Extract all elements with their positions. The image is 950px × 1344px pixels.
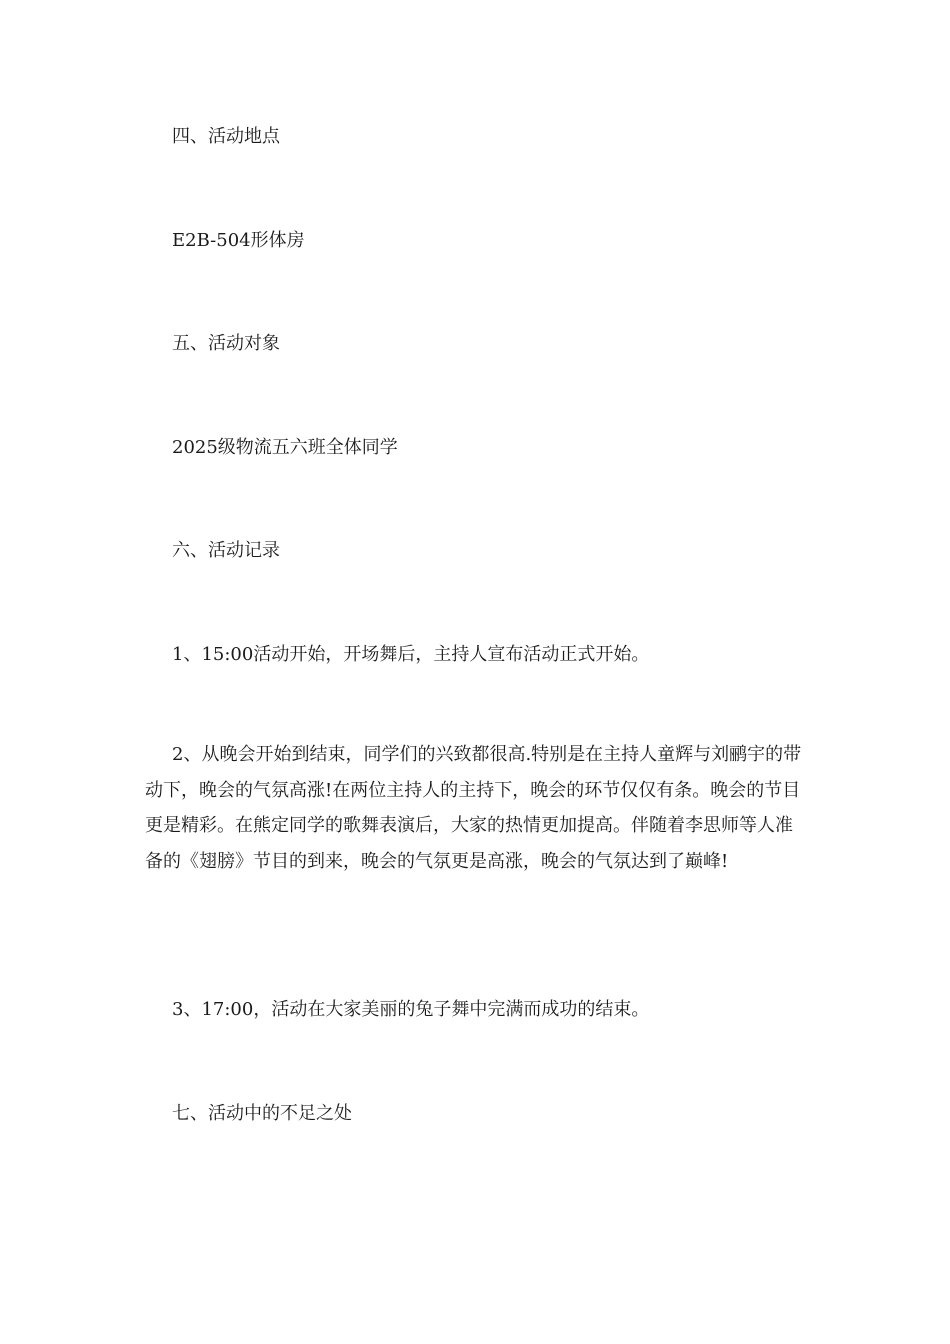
heading-activity-target: 五、活动对象 (172, 333, 280, 354)
activity-location-text: E2B-504形体房 (172, 230, 305, 251)
activity-target-text: 2025级物流五六班全体同学 (172, 437, 398, 458)
record-item-1: 1、15:00活动开始，开场舞后，主持人宣布活动正式开始。 (172, 644, 650, 665)
heading-activity-shortcomings: 七、活动中的不足之处 (172, 1103, 352, 1124)
record-item-2: 2、从晚会开始到结束，同学们的兴致都很高.特别是在主持人童辉与刘鹂宇的带动下，晚会的气氛高涨!在两位主持人的主持下，晚会的环节仅仅有条。晚会的节目更是精彩。在熊定同学的歌舞表演后，大家的热情更加提高。伴随着李思师等人准备的《翅膀》节目的到来，晚会的气氛更是高涨，晚会的气氛达到了巅峰! (145, 744, 802, 872)
heading-activity-record: 六、活动记录 (172, 540, 280, 561)
record-item-3: 3、17:00，活动在大家美丽的兔子舞中完满而成功的结束。 (172, 999, 650, 1020)
heading-activity-location: 四、活动地点 (172, 126, 280, 147)
